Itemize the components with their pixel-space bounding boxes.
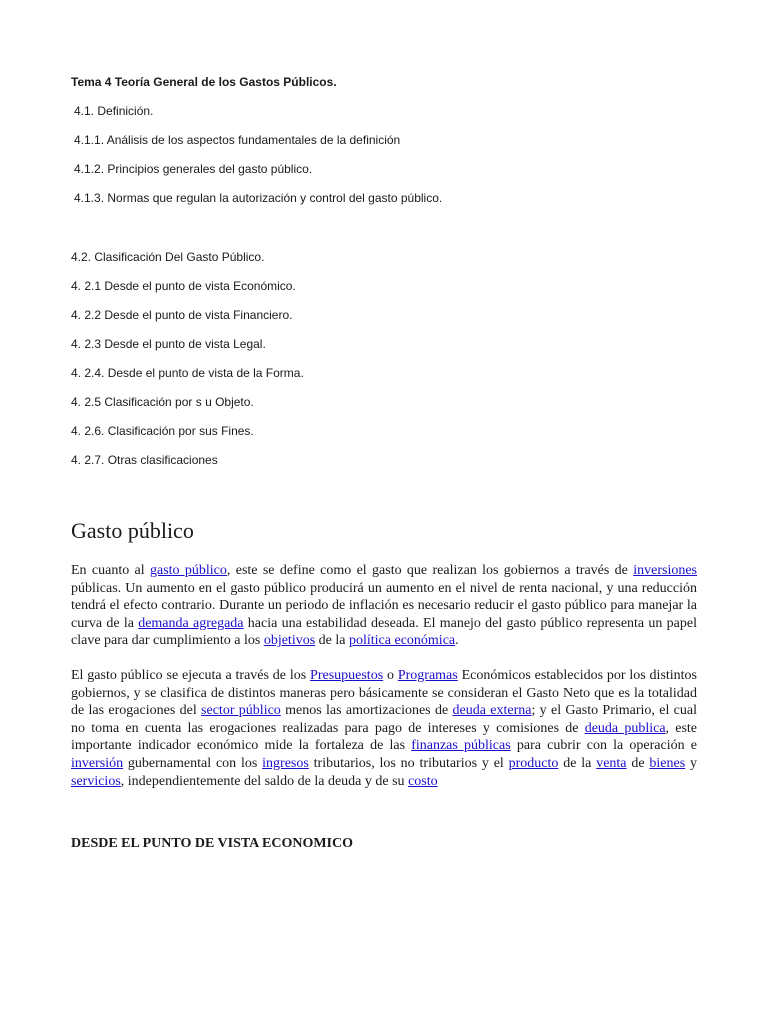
text: ; y el Gasto Primario, el cual no toma en cuenta las erogaciones realizadas para pago de intereses y comisiones de: [71, 703, 697, 736]
link-finanzas-publicas[interactable]: finanzas públicas: [411, 738, 511, 754]
text: , este se define como el gasto que realizan los gobiernos a través de: [226, 563, 634, 578]
toc-title: Tema 4 Teoría General de los Gastos Públicos.: [71, 75, 337, 89]
link-gasto-publico[interactable]: gasto público: [150, 563, 227, 578]
toc-item: 4.1.3. Normas que regulan la autorización y control del gasto público.: [74, 191, 443, 205]
text: de la: [315, 633, 349, 649]
toc-item: 4. 2.3 Desde el punto de vista Legal.: [71, 337, 266, 351]
link-deuda-publica[interactable]: deuda publica: [584, 720, 666, 736]
link-politica-economica[interactable]: política económica: [349, 633, 456, 649]
link-demanda-agregada[interactable]: demanda agregada: [138, 615, 244, 631]
article: [71, 516, 697, 853]
text: de la: [558, 755, 597, 771]
link-objetivos[interactable]: objetivos: [263, 633, 316, 649]
toc-item: 4. 2.5 Clasificación por s u Objeto.: [71, 395, 254, 409]
link-presupuestos[interactable]: Presupuestos: [310, 667, 384, 683]
text: menos las amortizaciones de: [280, 703, 453, 719]
text: tributarios, los no tributarios y el: [308, 755, 509, 771]
toc-item: 4.1.1. Análisis de los aspectos fundamentales de la definición: [74, 133, 401, 147]
paragraph-definition: [71, 562, 697, 650]
link-ingresos[interactable]: ingresos: [262, 755, 309, 771]
text: gubernamental con los: [123, 755, 263, 771]
toc-item: 4. 2.7. Otras clasificaciones: [71, 453, 218, 467]
text: para cubrir con la operación e: [510, 738, 698, 754]
link-sector-publico[interactable]: sector público: [201, 703, 281, 719]
toc-item: 4.1. Definición.: [74, 104, 154, 118]
toc-item: 4. 2.4. Desde el punto de vista de la Forma.: [71, 366, 304, 380]
text: y: [685, 755, 697, 771]
toc-item: 4. 2.1 Desde el punto de vista Económico.: [71, 279, 296, 293]
link-bienes[interactable]: bienes: [649, 755, 686, 771]
toc-item: 4.2. Clasificación Del Gasto Público.: [71, 250, 265, 264]
section-heading: DESDE EL PUNTO DE VISTA ECONOMICO: [71, 836, 354, 852]
link-inversion[interactable]: inversión: [71, 755, 124, 771]
paragraph-execution: [71, 667, 697, 790]
text: o: [383, 667, 398, 683]
article-heading: Gasto público: [71, 518, 194, 543]
text: públicas. Un aumento en el gasto público producirá un aumento en el nivel de renta nacional, y una reducción tendrá el efecto contrario. Durante un periodo de inflación es necesario reducir el gasto público para manejar la curva de la: [71, 580, 697, 631]
toc-item: 4.1.2. Principios generales del gasto público.: [74, 162, 313, 176]
text: En cuanto al: [71, 563, 150, 578]
link-servicios[interactable]: servicios: [71, 773, 121, 789]
link-deuda-externa[interactable]: deuda externa: [452, 703, 532, 719]
text: , independientemente del saldo de la deuda y de su: [120, 773, 409, 789]
text: .: [455, 633, 459, 649]
link-programas[interactable]: Programas: [397, 667, 458, 683]
text: de: [626, 755, 650, 771]
text: , este importante indicador económico mide la fortaleza de las: [71, 720, 698, 754]
toc-item: 4. 2.2 Desde el punto de vista Financiero.: [71, 308, 293, 322]
text: El gasto público se ejecuta a través de los: [71, 667, 311, 683]
text: Económicos establecidos por los distintos gobiernos, y se clasifica de distintos maneras pero básicamente se consideran el Gasto Neto que es la totalidad de las erogaciones del: [71, 667, 698, 719]
link-venta[interactable]: venta: [596, 755, 627, 771]
link-costo[interactable]: costo: [408, 773, 438, 789]
text: hacia una estabilidad deseada. El manejo del gasto público representa un papel clave para dar cumplimiento a los: [71, 615, 697, 649]
link-producto[interactable]: producto: [508, 755, 559, 771]
toc-item: 4. 2.6. Clasificación por sus Fines.: [71, 424, 254, 438]
link-inversiones[interactable]: inversiones: [633, 563, 697, 578]
